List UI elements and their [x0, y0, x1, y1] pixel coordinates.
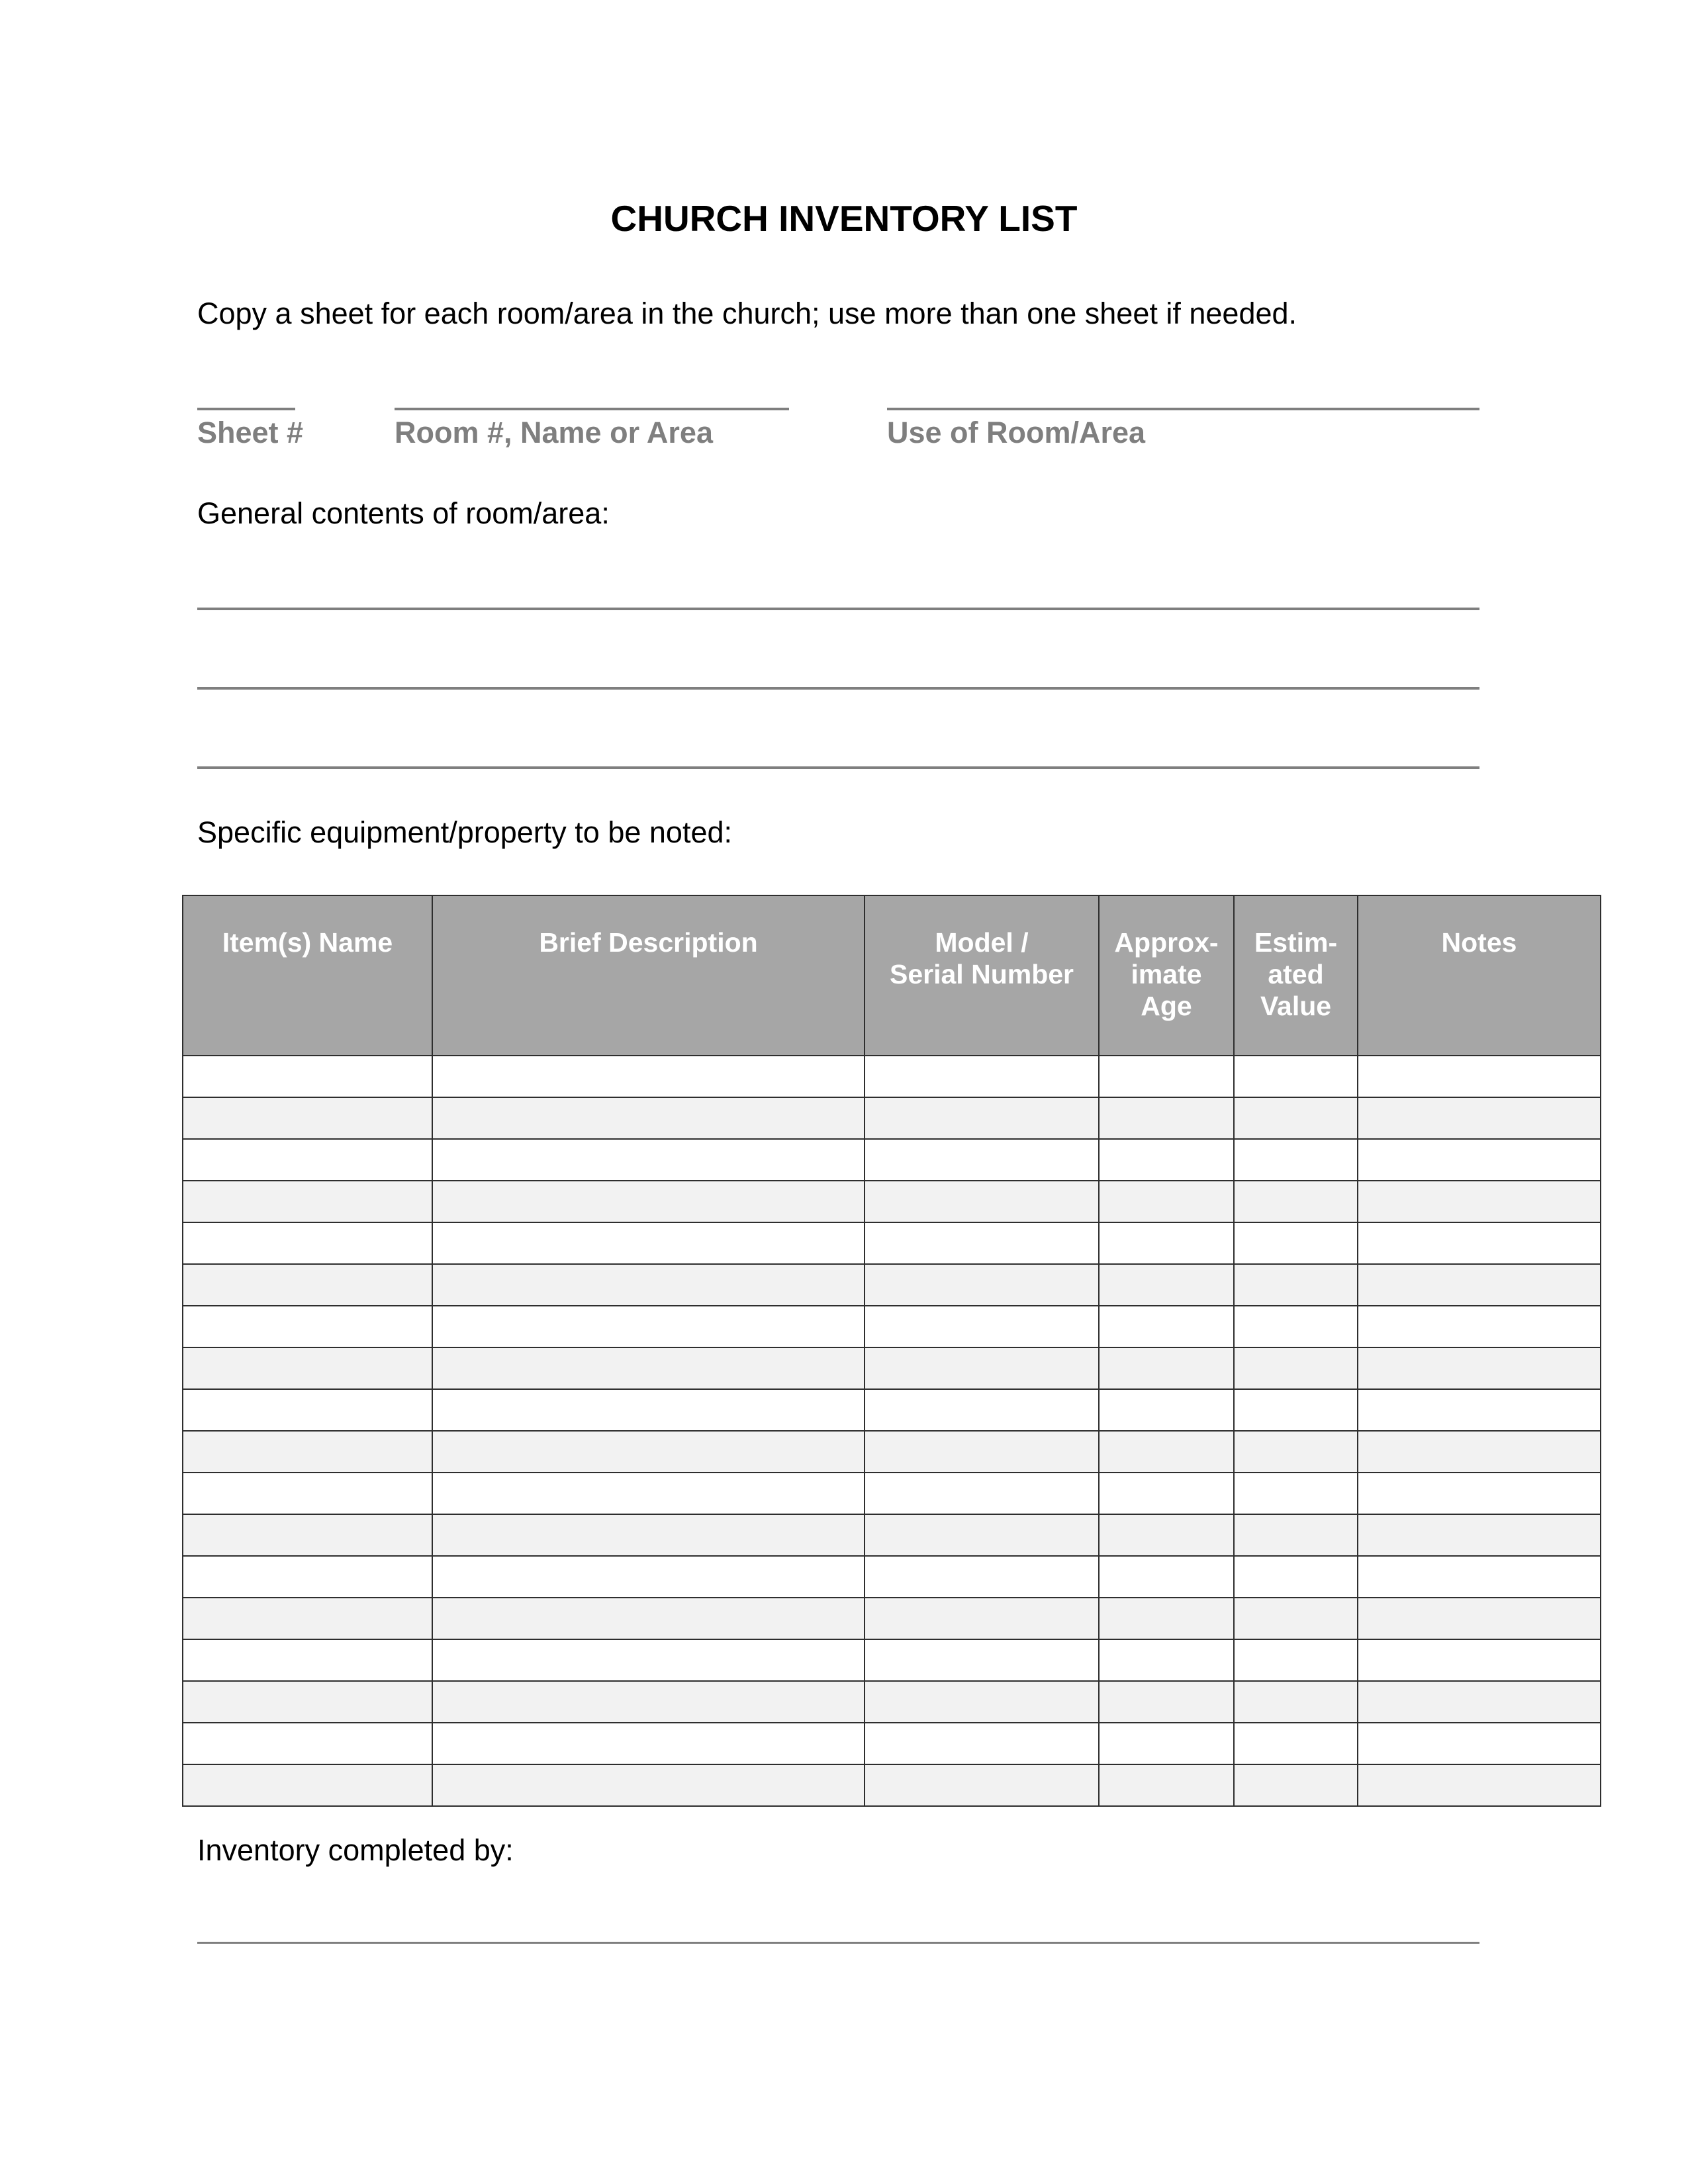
cell-brief-description[interactable]	[432, 1264, 865, 1306]
page-title: CHURCH INVENTORY LIST	[610, 198, 1078, 239]
table-row	[183, 1473, 1601, 1514]
cell-notes[interactable]	[1358, 1181, 1601, 1222]
table-row	[183, 1514, 1601, 1556]
table-row	[183, 1639, 1601, 1681]
cell-item-name[interactable]	[183, 1598, 432, 1639]
cell-brief-description[interactable]	[432, 1056, 865, 1097]
cell-approximate-age[interactable]	[1099, 1264, 1234, 1306]
cell-model-serial[interactable]	[865, 1431, 1099, 1473]
header-text-line: Notes	[1441, 927, 1517, 958]
cell-notes[interactable]	[1358, 1639, 1601, 1681]
header-text-line: Approx-	[1114, 927, 1219, 958]
cell-notes[interactable]	[1358, 1347, 1601, 1389]
cell-item-name[interactable]	[183, 1056, 432, 1097]
cell-brief-description[interactable]	[432, 1556, 865, 1598]
cell-item-name[interactable]	[183, 1389, 432, 1431]
table-row	[183, 1764, 1601, 1806]
cell-item-name[interactable]	[183, 1181, 432, 1222]
cell-notes[interactable]	[1358, 1431, 1601, 1473]
cell-approximate-age[interactable]	[1099, 1222, 1234, 1264]
cell-item-name[interactable]	[183, 1264, 432, 1306]
cell-approximate-age[interactable]	[1099, 1389, 1234, 1431]
table-row	[183, 1222, 1601, 1264]
cell-item-name[interactable]	[183, 1431, 432, 1473]
header-estimated-value	[1234, 895, 1358, 1056]
inventory-table-header	[183, 895, 1601, 1056]
cell-estimated-value[interactable]	[1234, 1056, 1358, 1097]
cell-notes[interactable]	[1358, 1056, 1601, 1097]
cell-model-serial[interactable]	[865, 1181, 1099, 1222]
cell-notes[interactable]	[1358, 1723, 1601, 1764]
table-row	[183, 1139, 1601, 1181]
cell-model-serial[interactable]	[865, 1598, 1099, 1639]
cell-notes[interactable]	[1358, 1598, 1601, 1639]
table-row	[183, 1097, 1601, 1139]
cell-model-serial[interactable]	[865, 1639, 1099, 1681]
cell-approximate-age[interactable]	[1099, 1681, 1234, 1723]
cell-item-name[interactable]	[183, 1097, 432, 1139]
cell-estimated-value[interactable]	[1234, 1639, 1358, 1681]
cell-notes[interactable]	[1358, 1514, 1601, 1556]
room-name-line[interactable]	[395, 408, 789, 410]
cell-estimated-value[interactable]	[1234, 1556, 1358, 1598]
cell-brief-description[interactable]	[432, 1514, 865, 1556]
header-text-line: imate	[1131, 959, 1202, 989]
cell-approximate-age[interactable]	[1099, 1473, 1234, 1514]
cell-brief-description[interactable]	[432, 1389, 865, 1431]
cell-estimated-value[interactable]	[1234, 1181, 1358, 1222]
cell-brief-description[interactable]	[432, 1139, 865, 1181]
inventory-table	[182, 895, 1601, 1807]
inventory-table-body	[183, 1056, 1601, 1806]
cell-estimated-value[interactable]	[1234, 1139, 1358, 1181]
cell-brief-description[interactable]	[432, 1347, 865, 1389]
cell-approximate-age[interactable]	[1099, 1598, 1234, 1639]
cell-model-serial[interactable]	[865, 1764, 1099, 1806]
cell-estimated-value[interactable]	[1234, 1389, 1358, 1431]
general-contents-line[interactable]	[197, 608, 1479, 610]
cell-item-name[interactable]	[183, 1723, 432, 1764]
cell-brief-description[interactable]	[432, 1181, 865, 1222]
cell-estimated-value[interactable]	[1234, 1347, 1358, 1389]
cell-estimated-value[interactable]	[1234, 1681, 1358, 1723]
header-text-line: Age	[1141, 991, 1192, 1021]
cell-item-name[interactable]	[183, 1347, 432, 1389]
header-text-line: Value	[1260, 991, 1332, 1021]
cell-approximate-age[interactable]	[1099, 1556, 1234, 1598]
cell-notes[interactable]	[1358, 1306, 1601, 1347]
cell-brief-description[interactable]	[432, 1222, 865, 1264]
header-approximate-age	[1099, 895, 1234, 1056]
completed-by-label: Inventory completed by:	[197, 1833, 514, 1867]
general-contents-label: General contents of room/area:	[197, 496, 610, 530]
cell-model-serial[interactable]	[865, 1473, 1099, 1514]
header-text-line: Estim-	[1254, 927, 1338, 958]
cell-approximate-age[interactable]	[1099, 1306, 1234, 1347]
cell-estimated-value[interactable]	[1234, 1097, 1358, 1139]
cell-brief-description[interactable]	[432, 1764, 865, 1806]
cell-model-serial[interactable]	[865, 1556, 1099, 1598]
room-use-label: Use of Room/Area	[887, 416, 1146, 449]
specific-equipment-label: Specific equipment/property to be noted:	[197, 815, 733, 849]
cell-approximate-age[interactable]	[1099, 1764, 1234, 1806]
cell-estimated-value[interactable]	[1234, 1264, 1358, 1306]
cell-approximate-age[interactable]	[1099, 1056, 1234, 1097]
cell-notes[interactable]	[1358, 1764, 1601, 1806]
cell-model-serial[interactable]	[865, 1723, 1099, 1764]
table-row	[183, 1723, 1601, 1764]
table-row	[183, 1181, 1601, 1222]
header-text-line: ated	[1268, 959, 1324, 989]
cell-item-name[interactable]	[183, 1222, 432, 1264]
cell-brief-description[interactable]	[432, 1097, 865, 1139]
header-item-name	[183, 895, 432, 1056]
cell-approximate-age[interactable]	[1099, 1139, 1234, 1181]
cell-estimated-value[interactable]	[1234, 1473, 1358, 1514]
header-text-line: Item(s) Name	[222, 927, 393, 958]
table-row	[183, 1556, 1601, 1598]
cell-brief-description[interactable]	[432, 1431, 865, 1473]
sheet-number-label: Sheet #	[197, 416, 304, 449]
room-name-label: Room #, Name or Area	[395, 416, 713, 449]
cell-model-serial[interactable]	[865, 1056, 1099, 1097]
cell-notes[interactable]	[1358, 1389, 1601, 1431]
cell-estimated-value[interactable]	[1234, 1723, 1358, 1764]
instructions-text: Copy a sheet for each room/area in the church; use more than one sheet if needed.	[197, 296, 1297, 330]
table-row	[183, 1431, 1601, 1473]
table-row	[183, 1389, 1601, 1431]
cell-estimated-value[interactable]	[1234, 1514, 1358, 1556]
sheet-number-line[interactable]	[197, 408, 295, 410]
cell-brief-description[interactable]	[432, 1723, 865, 1764]
header-text-line: Model /	[935, 927, 1029, 958]
cell-item-name[interactable]	[183, 1139, 432, 1181]
completed-by-line[interactable]	[197, 1942, 1479, 1944]
table-row	[183, 1598, 1601, 1639]
cell-model-serial[interactable]	[865, 1347, 1099, 1389]
cell-estimated-value[interactable]	[1234, 1764, 1358, 1806]
cell-model-serial[interactable]	[865, 1222, 1099, 1264]
cell-model-serial[interactable]	[865, 1389, 1099, 1431]
header-text-line: Brief Description	[539, 927, 758, 958]
room-use-line[interactable]	[887, 408, 1479, 410]
cell-model-serial[interactable]	[865, 1514, 1099, 1556]
cell-item-name[interactable]	[183, 1681, 432, 1723]
cell-notes[interactable]	[1358, 1264, 1601, 1306]
cell-approximate-age[interactable]	[1099, 1347, 1234, 1389]
cell-item-name[interactable]	[183, 1306, 432, 1347]
cell-item-name[interactable]	[183, 1514, 432, 1556]
cell-item-name[interactable]	[183, 1556, 432, 1598]
general-contents-line[interactable]	[197, 766, 1479, 769]
cell-notes[interactable]	[1358, 1222, 1601, 1264]
cell-notes[interactable]	[1358, 1473, 1601, 1514]
cell-notes[interactable]	[1358, 1139, 1601, 1181]
cell-brief-description[interactable]	[432, 1306, 865, 1347]
cell-approximate-age[interactable]	[1099, 1097, 1234, 1139]
cell-notes[interactable]	[1358, 1556, 1601, 1598]
table-row	[183, 1347, 1601, 1389]
table-row	[183, 1681, 1601, 1723]
cell-estimated-value[interactable]	[1234, 1598, 1358, 1639]
header-brief-description	[432, 895, 865, 1056]
cell-approximate-age[interactable]	[1099, 1639, 1234, 1681]
cell-notes[interactable]	[1358, 1681, 1601, 1723]
cell-item-name[interactable]	[183, 1639, 432, 1681]
cell-approximate-age[interactable]	[1099, 1431, 1234, 1473]
cell-approximate-age[interactable]	[1099, 1723, 1234, 1764]
cell-estimated-value[interactable]	[1234, 1222, 1358, 1264]
cell-brief-description[interactable]	[432, 1598, 865, 1639]
cell-estimated-value[interactable]	[1234, 1306, 1358, 1347]
cell-item-name[interactable]	[183, 1764, 432, 1806]
header-notes	[1358, 895, 1601, 1056]
header-text-line: Serial Number	[890, 959, 1074, 989]
table-row	[183, 1264, 1601, 1306]
header-model-serial	[865, 895, 1099, 1056]
cell-approximate-age[interactable]	[1099, 1181, 1234, 1222]
cell-model-serial[interactable]	[865, 1306, 1099, 1347]
general-contents-line[interactable]	[197, 687, 1479, 690]
cell-notes[interactable]	[1358, 1097, 1601, 1139]
cell-brief-description[interactable]	[432, 1639, 865, 1681]
table-row	[183, 1056, 1601, 1097]
cell-estimated-value[interactable]	[1234, 1431, 1358, 1473]
cell-brief-description[interactable]	[432, 1681, 865, 1723]
cell-brief-description[interactable]	[432, 1473, 865, 1514]
cell-model-serial[interactable]	[865, 1264, 1099, 1306]
cell-item-name[interactable]	[183, 1473, 432, 1514]
table-row	[183, 1306, 1601, 1347]
cell-approximate-age[interactable]	[1099, 1514, 1234, 1556]
cell-model-serial[interactable]	[865, 1097, 1099, 1139]
cell-model-serial[interactable]	[865, 1139, 1099, 1181]
cell-model-serial[interactable]	[865, 1681, 1099, 1723]
